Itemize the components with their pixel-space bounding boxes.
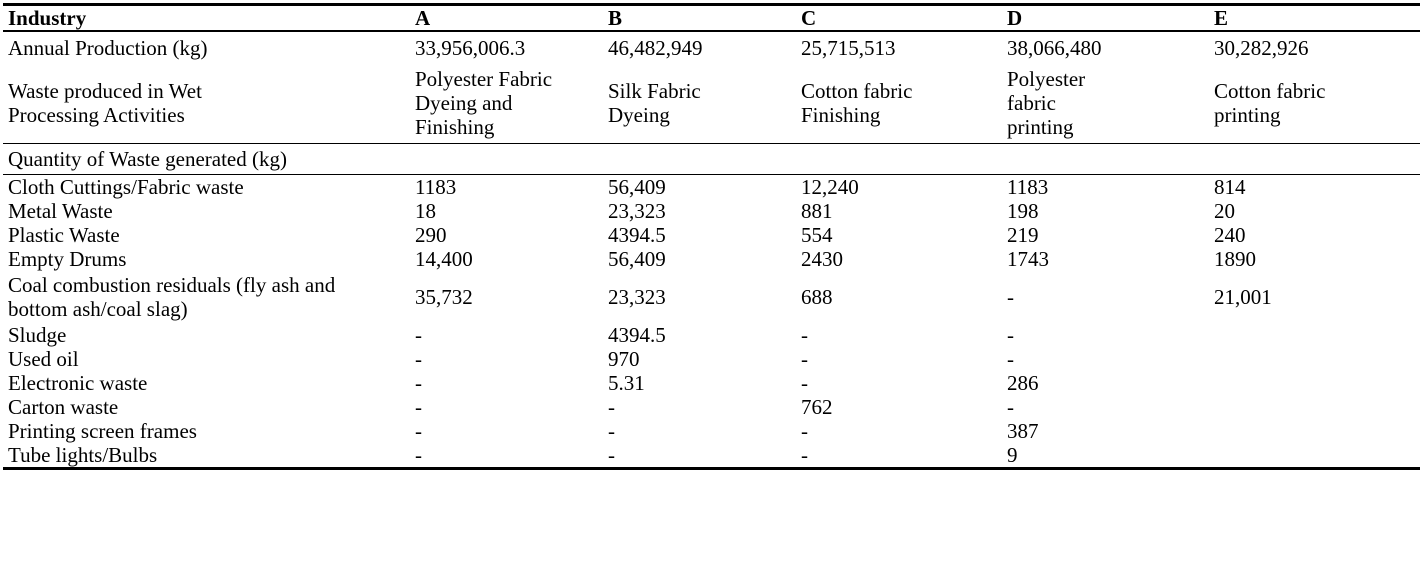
table-row: [3, 247, 1420, 271]
cell-d: 387: [1007, 419, 1039, 443]
cell-c: 762: [801, 395, 833, 419]
cell-c: 2430: [801, 247, 843, 271]
waste-table: [3, 3, 1420, 470]
cell-e: 30,282,926: [1214, 35, 1309, 60]
cell-a: -: [410, 443, 603, 469]
cell-c: -: [801, 371, 808, 395]
cell-c: -: [801, 323, 808, 347]
table-row: [3, 395, 1420, 419]
cell-c: -: [801, 419, 808, 443]
waste-processing-row: [3, 63, 1420, 144]
row-label: Empty Drums: [8, 247, 127, 271]
row-label: Tube lights/Bulbs: [3, 443, 410, 469]
row-label: Waste produced in Wet Processing Activities: [8, 79, 202, 127]
cell-e: 21,001: [1214, 285, 1272, 309]
cell-e: [1209, 323, 1420, 347]
table-row: [3, 271, 1420, 323]
row-label: Metal Waste: [8, 199, 113, 223]
cell-d: 219: [1007, 223, 1039, 247]
cell-a: 290: [415, 223, 447, 247]
header-cell-c: C: [796, 5, 1002, 32]
cell-e: [1209, 347, 1420, 371]
cell-c: Cotton fabric Finishing: [801, 79, 913, 127]
row-label: Used oil: [8, 347, 79, 371]
header-cell-a: A: [410, 5, 603, 32]
table-row: [3, 323, 1420, 347]
cell-a: 1183: [415, 175, 457, 199]
cell-e: [1209, 395, 1420, 419]
cell-e: 814: [1214, 175, 1246, 199]
cell-b: -: [608, 419, 615, 443]
header-row: [3, 5, 1420, 32]
cell-b: 56,409: [608, 175, 666, 199]
cell-d: 286: [1007, 371, 1039, 395]
row-label: Coal combustion residuals (fly ash and bottom ash/coal slag): [8, 273, 336, 321]
quantity-label: Quantity of Waste generated (kg): [3, 144, 603, 175]
cell-a: Polyester Fabric Dyeing and Finishing: [415, 67, 553, 139]
cell-c: -: [801, 347, 808, 371]
table-row: [3, 419, 1420, 443]
row-label: Carton waste: [8, 395, 119, 419]
cell-b: 56,409: [608, 247, 666, 271]
cell-b: 23,323: [608, 285, 666, 309]
cell-d: Polyester fabric printing: [1007, 67, 1086, 139]
row-label: Sludge: [8, 323, 67, 347]
cell-c: 12,240: [801, 175, 859, 199]
cell-d: 1183: [1007, 175, 1049, 199]
table-row: [3, 223, 1420, 247]
cell-d: -: [1007, 347, 1014, 371]
cell-a: -: [415, 323, 422, 347]
cell-a: -: [415, 395, 422, 419]
cell-d: -: [1007, 323, 1014, 347]
cell-b: 970: [608, 347, 640, 371]
cell-e: Cotton fabric printing: [1214, 79, 1326, 127]
row-label: Plastic Waste: [8, 223, 120, 247]
cell-e: [1209, 419, 1420, 443]
row-label: Electronic waste: [8, 371, 148, 395]
cell-a: 33,956,006.3: [415, 35, 526, 60]
cell-a: 18: [415, 199, 436, 223]
waste-rows: [3, 175, 1420, 469]
cell-b: 23,323: [608, 199, 666, 223]
cell-a: -: [415, 419, 422, 443]
cell-e: [1209, 443, 1420, 469]
cell-c: -: [796, 443, 1002, 469]
header-cell-d: D: [1002, 5, 1209, 32]
table-row: [3, 347, 1420, 371]
cell-d: 1743: [1007, 247, 1049, 271]
cell-a: 35,732: [415, 285, 473, 309]
cell-d: 198: [1007, 199, 1039, 223]
annual-production-row: [3, 31, 1420, 63]
cell-e: [1209, 371, 1420, 395]
header-cell-industry: Industry: [3, 5, 410, 32]
cell-a: -: [415, 371, 422, 395]
quantity-section-row: [3, 144, 1420, 175]
cell-c: 881: [801, 199, 833, 223]
cell-c: 25,715,513: [801, 35, 896, 60]
table-row: [3, 371, 1420, 395]
cell-a: 14,400: [415, 247, 473, 271]
cell-b: Silk Fabric Dyeing: [608, 79, 701, 127]
table-row: [3, 175, 1420, 200]
row-label: Cloth Cuttings/Fabric waste: [8, 175, 244, 199]
cell-b: -: [608, 395, 615, 419]
cell-b: 4394.5: [608, 323, 666, 347]
table-row: [3, 443, 1420, 469]
cell-b: -: [603, 443, 796, 469]
cell-d: 38,066,480: [1007, 35, 1102, 60]
cell-c: 554: [801, 223, 833, 247]
table-row: [3, 199, 1420, 223]
cell-e: 240: [1214, 223, 1246, 247]
cell-c: 688: [801, 285, 833, 309]
cell-b: 46,482,949: [608, 35, 703, 60]
cell-e: 1890: [1214, 247, 1256, 271]
cell-d: -: [1007, 285, 1014, 309]
cell-e: 20: [1214, 199, 1235, 223]
cell-a: -: [415, 347, 422, 371]
row-label: Printing screen frames: [8, 419, 197, 443]
header-cell-b: B: [603, 5, 796, 32]
header-cell-e: E: [1209, 5, 1420, 32]
cell-b: 4394.5: [608, 223, 666, 247]
cell-d: -: [1007, 395, 1014, 419]
cell-d: 9: [1002, 443, 1209, 469]
cell-b: 5.31: [608, 371, 645, 395]
row-label: Annual Production (kg): [8, 35, 208, 60]
